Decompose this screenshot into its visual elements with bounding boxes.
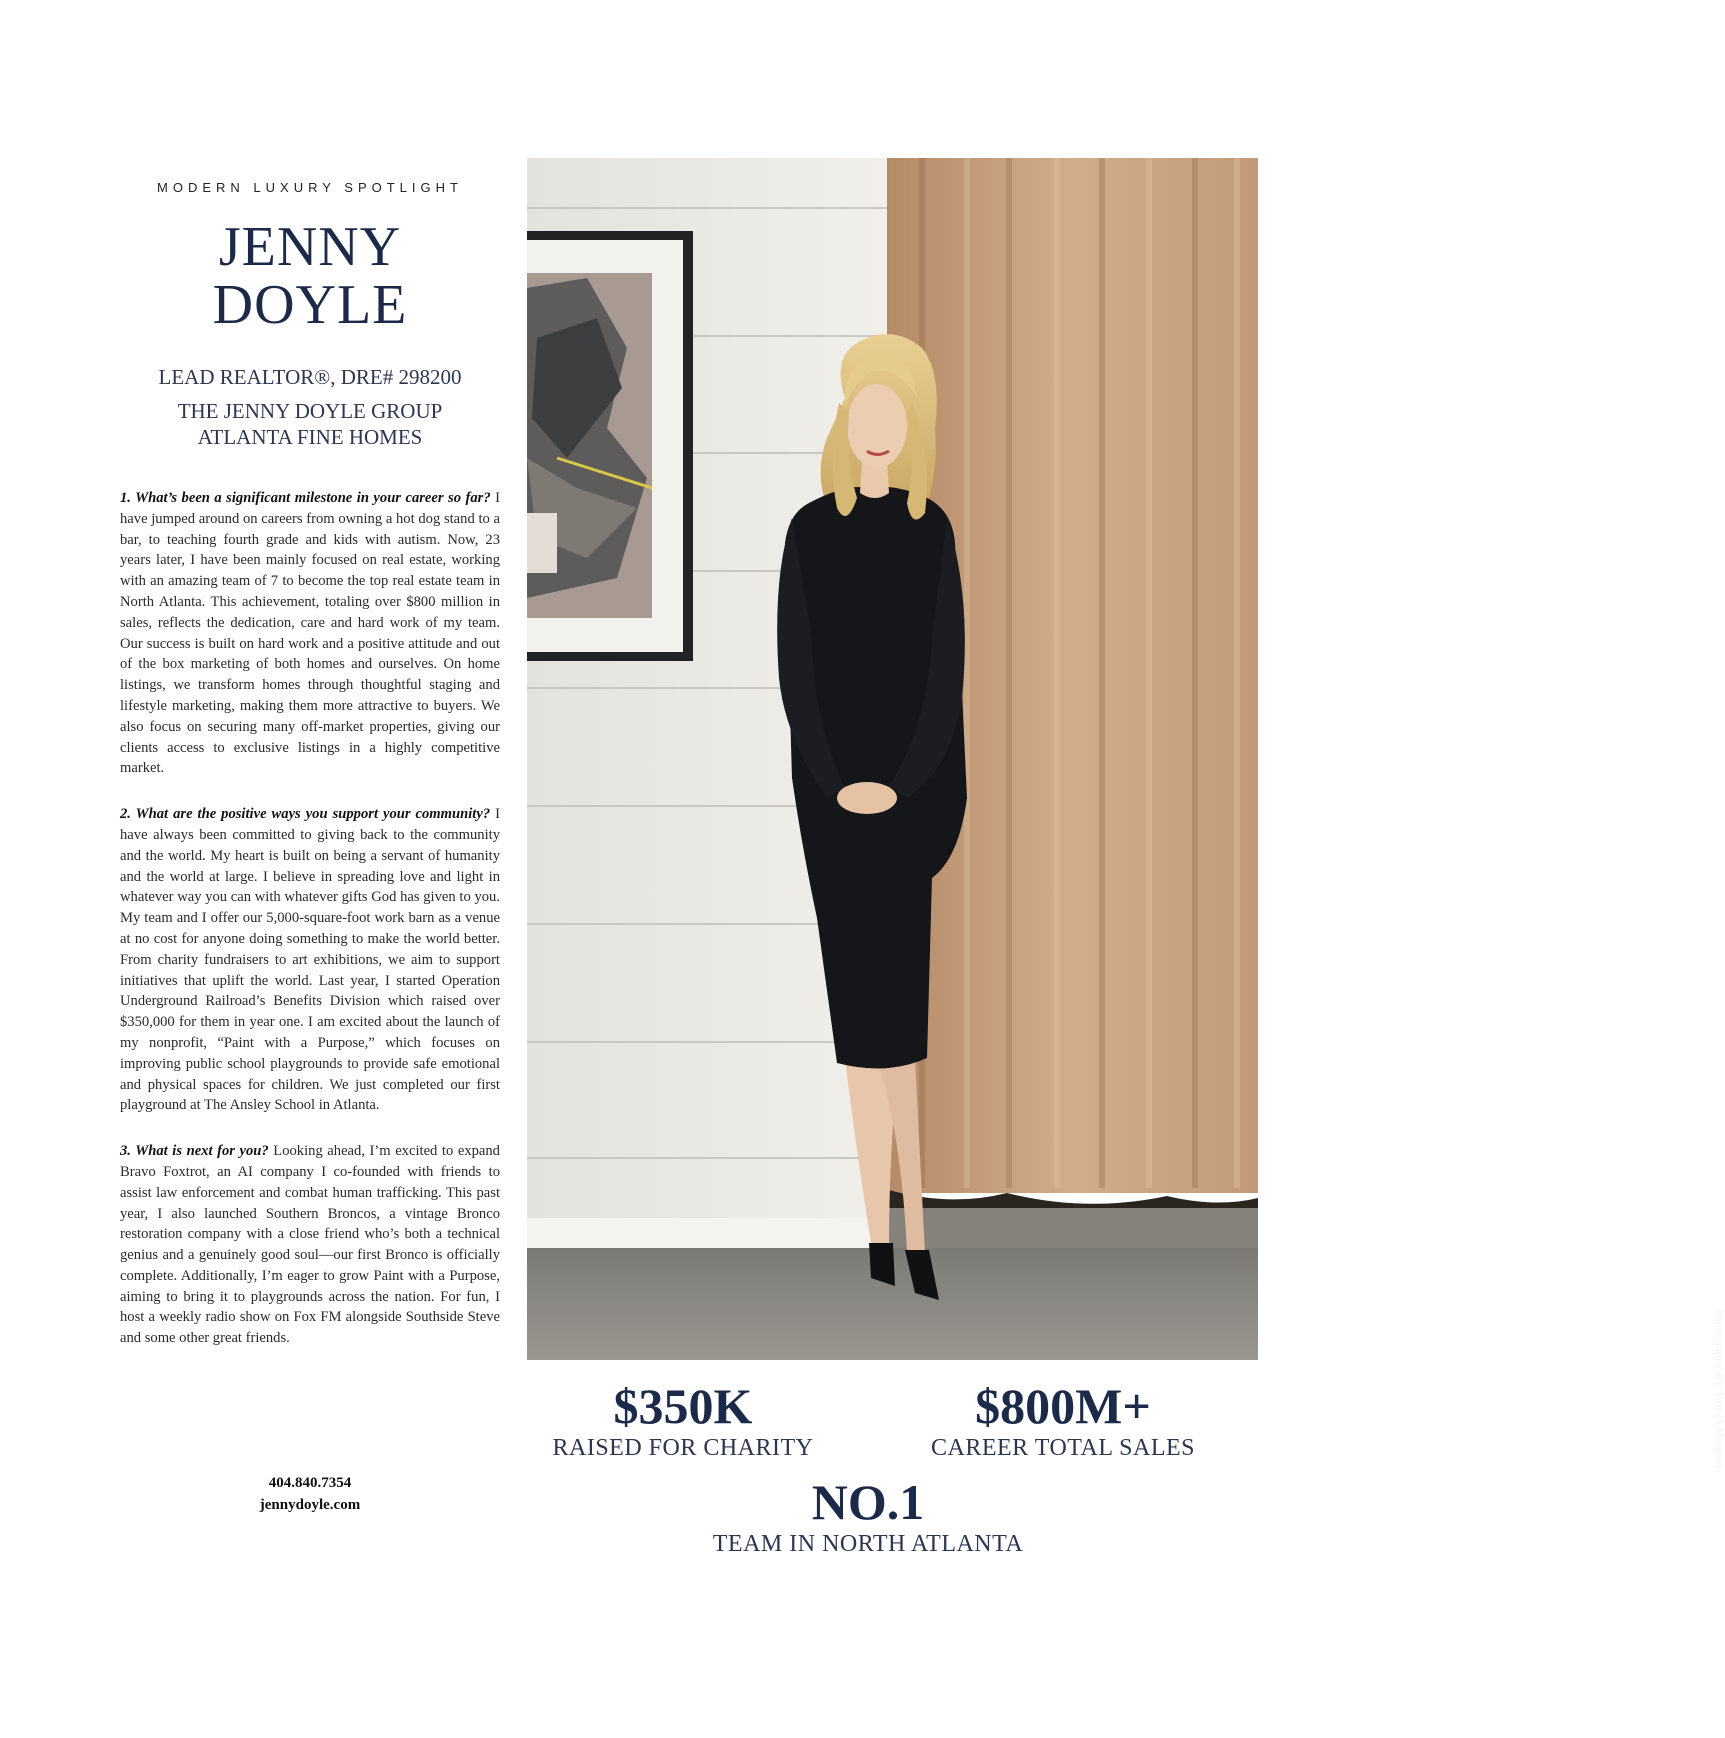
portrait-illustration (527, 158, 1258, 1360)
question: 3. What is next for you? (120, 1143, 269, 1160)
name-first: JENNY (218, 216, 402, 278)
interview-article (120, 488, 500, 1374)
stat-value: NO.1 (811, 1474, 925, 1530)
question: 1. What’s been a significant milestone in your career so far? (120, 490, 491, 506)
stat-ranking (698, 1474, 1038, 1558)
qa-item (120, 1141, 500, 1349)
framed-artwork (527, 231, 693, 661)
section-kicker: MODERN LUXURY SPOTLIGHT (157, 180, 463, 195)
contact-block (120, 1472, 500, 1516)
name-last: DOYLE (212, 274, 408, 336)
stat-value: $350K (613, 1378, 753, 1434)
company-affiliation: ATLANTA FINE HOMES (197, 425, 423, 449)
company-name: THE JENNY DOYLE GROUP (177, 399, 443, 423)
qa-item (120, 804, 500, 1116)
question: 2. What are the positive ways you support your community? (120, 806, 491, 823)
baseboard (527, 1218, 887, 1248)
stat-label: TEAM IN NORTH ATLANTA (712, 1531, 1024, 1557)
stat-label: RAISED FOR CHARITY (552, 1435, 814, 1461)
stat-value: $800M+ (975, 1378, 1151, 1434)
realtor-license: LEAD REALTOR®, DRE# 298200 (158, 365, 462, 389)
profile-name (120, 218, 500, 334)
answer: Looking ahead, I’m excited to expand Bravo Foxtrot, an AI company I co-founded with friends to assist law enforcement and combat human trafficking. This past year, I also launched Southern Broncos, a vintage Bronco restoration company with a close friend who’s both a technical genius and a genuinely good soul—our first Bronco is officially complete. Additionally, I’m eager to grow Paint with a Purpose, aiming to bring it to playgrounds across the nation. For fun, I host a weekly radio show on Fox FM alongside Southside Steve and some other great friends. (120, 1143, 500, 1347)
website-link[interactable]: jennydoyle.com (259, 1497, 361, 1513)
stat-charity (548, 1378, 818, 1462)
photo-credit: Photography By: Patrick Heagney (1713, 1310, 1725, 1470)
answer: I have jumped around on careers from owning a hot dog stand to a bar, to teaching fourth grade and kids with autism. Now, 23 years later, I have been mainly focused on real estate, working with an amazing team of 7 to become the top real estate team in North Atlanta. This achievement, totaling over $800 million in sales, reflects the dedication, care and hard work of my team. Our success is built on hard work and a positive attitude and out of the box marketing of both homes and ourselves. On home listings, we transform homes through thoughtful staging and lifestyle marketing, making them more attractive to buyers. We also focus on securing many off-market properties, giving our clients access to exclusive listings in a highly competitive market. (120, 490, 500, 777)
credential-block (120, 364, 500, 450)
stat-label: CAREER TOTAL SALES (931, 1435, 1195, 1461)
stat-sales (913, 1378, 1213, 1462)
qa-item (120, 488, 500, 779)
answer: I have always been committed to giving back to the community and the world. My heart is built on being a servant of humanity and the world at large. I believe in spreading love and light in whatever way you can with whatever gifts God has given to you. My team and I offer our 5,000-square-foot work barn as a venue at no cost for anyone doing something to make the world better. From charity fundraisers to art exhibitions, we aim to support initiatives that uplift the world. Last year, I started Operation Underground Railroad’s Benefits Division which raised over $350,000 for them in year one. I am excited about the launch of my nonprofit, “Paint with a Purpose,” which focuses on improving public school playgrounds to provide safe emotional and physical spaces for children. We just completed our first playground at The Ansley School in Atlanta. (120, 806, 500, 1114)
phone-number[interactable]: 404.840.7354 (268, 1475, 352, 1491)
